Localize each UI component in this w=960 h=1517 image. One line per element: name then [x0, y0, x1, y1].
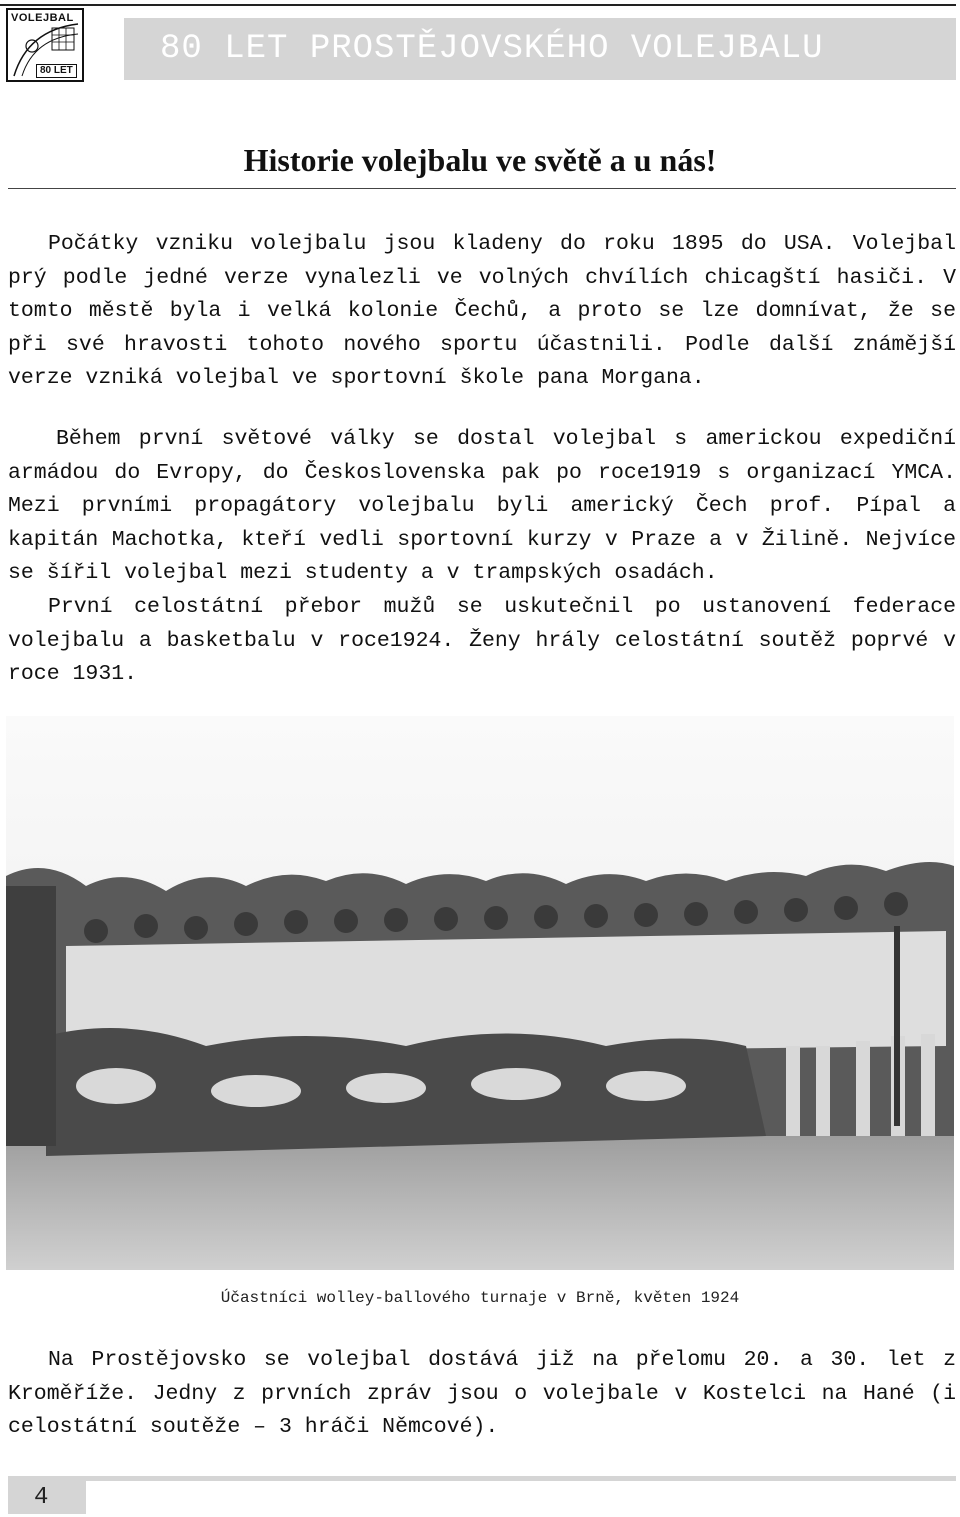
page-number: 4 [34, 1484, 49, 1511]
page-header-title: 80 LET PROSTĚJOVSKÉHO VOLEJBALU [160, 30, 824, 68]
title-divider [8, 188, 956, 189]
footer-rule [8, 1476, 956, 1481]
paragraph-championship: První celostátní přebor mužů se uskutečnil po ustanovení federace volejbalu a basketbalu v roce1924. Ženy hrály celostátní soutěž poprvé v roce 1931. [8, 595, 956, 687]
logo-top-text: VOLEJBAL [11, 12, 74, 24]
historic-team-photo [6, 716, 954, 1270]
logo-bottom-text: 80 LET [36, 64, 77, 78]
top-rule [0, 4, 956, 6]
paragraph-war: Během první světové války se dostal volejbal s americkou expediční armádou do Evropy, do Československa pak po roce1919 s organizací YMCA. Mezi prvními propagátory volejbalu byli americký Čech prof. Pípal a kapitán Machotka, kteří vedli sportovní kurzy v Praze a v Žilině. Nejvíce se šířil volejbal mezi studenty a v trampských osadách. [8, 427, 956, 586]
photo-caption: Účastníci wolley-ballového turnaje v Brně, květen 1924 [220, 1289, 740, 1307]
section-title: Historie volejbalu ve světě a u nás! [243, 142, 717, 178]
paragraph-prostejovsko: Na Prostějovsko se volejbal dostává již na přelomu 20. a 30. let z Kroměříže. Jedny z prvních zpráv jsou o volejbale v Kostelci na Hané (i celostátní soutěže – 3 hráči Němcové). [8, 1348, 956, 1440]
volejbal-80-logo [6, 8, 84, 82]
paragraph-origins: Počátky vzniku volejbalu jsou kladeny do roku 1895 do USA. Volejbal prý podle jedné verze vynalezli ve volných chvílích chicagští hasiči. V tomto městě byla i velká kolonie Čechů, a proto se lze domnívat, že se při své hravosti tohoto nového sportu účastnili. Podle další známější verze vzniká volejbal ve sportovní škole pana Morgana. [8, 232, 956, 391]
